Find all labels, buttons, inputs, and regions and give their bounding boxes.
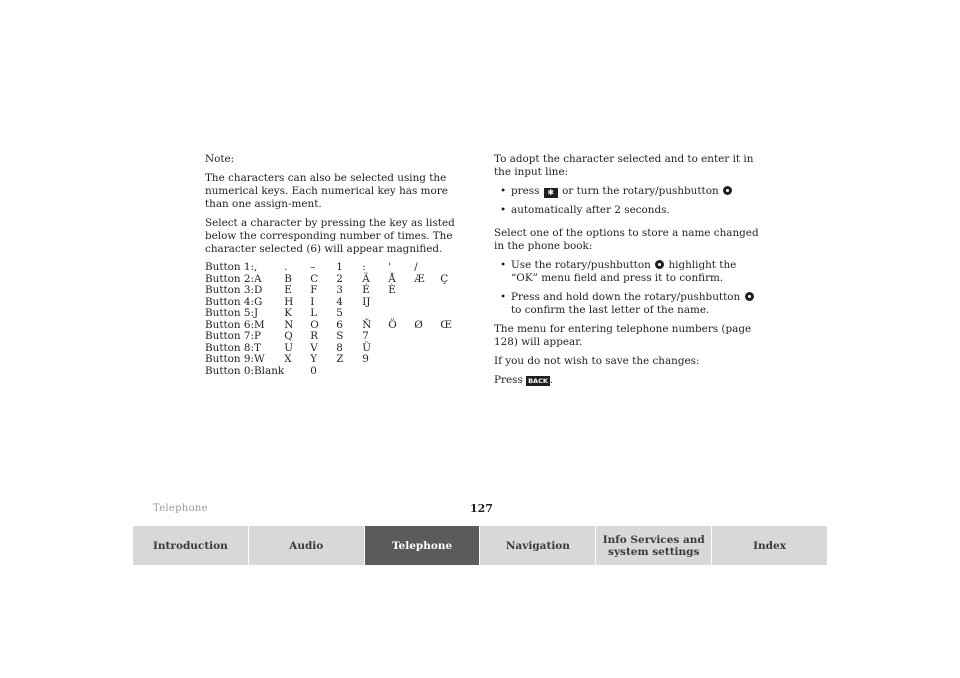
button-char: P (254, 330, 262, 342)
button-char: 2 (336, 272, 343, 285)
button-char: Ü (362, 341, 371, 354)
button-char: 8 (336, 341, 343, 354)
button-char: 3 (336, 284, 343, 296)
bullet-press-label: press (511, 185, 540, 197)
rotary-knob-icon (655, 260, 664, 269)
button-char: / (414, 261, 418, 273)
button-row (205, 262, 466, 274)
tab-index[interactable]: Index (712, 526, 827, 565)
button-row (205, 308, 466, 320)
tab-navigation[interactable]: Navigation (480, 526, 596, 565)
star-key-icon: ✱ (544, 188, 558, 198)
button-char: Q (284, 330, 293, 342)
no-save-paragraph: If you do not wish to save the changes: (494, 355, 700, 367)
tab-telephone[interactable]: Telephone (365, 526, 481, 565)
adopt-intro: To adopt the character selected and to enter it in the input line: (494, 153, 754, 178)
button-label: Button 8: (205, 341, 255, 354)
bullet-press-key (494, 185, 764, 198)
select-options-paragraph: Select one of the options to store a name changed in the phone book: (494, 227, 759, 252)
press-back-end: . (549, 374, 554, 386)
button-char: A (254, 272, 262, 285)
button-char: Ç (440, 272, 449, 285)
button-row (205, 285, 466, 297)
note-paragraph-1: The characters can also be selected using the numerical keys. Each numerical key has more than one assign-ment. (205, 172, 448, 210)
button-char: Z (336, 353, 344, 365)
button-char: , (254, 261, 258, 273)
bullet-press-hold-b: to confirm the last letter of the name. (511, 304, 710, 316)
button-char: Y (310, 353, 318, 365)
button-char: . (284, 261, 288, 273)
button-label: Button 5: (205, 307, 255, 319)
menu-paragraph: The menu for entering telephone numbers (page 128) will appear. (494, 323, 752, 348)
button-row (205, 354, 466, 366)
button-character-table (205, 262, 466, 377)
rotary-knob-icon (745, 292, 754, 301)
button-char: M (254, 318, 265, 331)
button-char: I (310, 295, 315, 308)
button-char: 7 (362, 330, 369, 342)
button-row (205, 366, 466, 378)
button-label: Button 9: (205, 353, 255, 365)
button-char: E (284, 284, 292, 296)
bullet-use-rotary (494, 259, 764, 285)
button-char: Œ (440, 318, 453, 331)
button-char: 4 (336, 295, 343, 308)
button-label: Button 6: (205, 318, 255, 331)
button-char: 0 (310, 364, 317, 377)
button-char: V (310, 341, 318, 354)
button-char: Ö (388, 318, 397, 331)
bullet-press-hold (494, 291, 764, 317)
button-char: G (254, 295, 263, 308)
press-back-line (494, 374, 764, 387)
button-char: T (254, 341, 261, 354)
button-char (284, 366, 310, 378)
bullet-press-hold-a: Press and hold down the rotary/pushbutton (511, 291, 741, 303)
button-char: Ñ (362, 318, 372, 331)
button-char: Blank (254, 364, 285, 377)
button-char: È (388, 284, 396, 296)
button-char: X (284, 353, 292, 365)
button-label: Button 4: (205, 295, 255, 308)
back-key-icon: BACK (528, 377, 548, 385)
button-row (205, 331, 466, 343)
section-label: Telephone (153, 503, 208, 514)
bullet-use-rotary-b: highlight the “OK” menu field and press it to confirm. (511, 259, 737, 284)
rotary-knob-icon (723, 186, 732, 195)
note-heading: Note: (205, 153, 235, 165)
button-char: U (284, 341, 293, 354)
bullet-use-rotary-a: Use the rotary/pushbutton (511, 259, 651, 271)
button-char: : (362, 261, 366, 273)
tab-introduction[interactable]: Introduction (133, 526, 249, 565)
button-char: W (254, 353, 265, 365)
button-label: Button 1: (205, 261, 255, 273)
button-char: L (310, 307, 318, 319)
button-label: Button 7: (205, 330, 255, 342)
button-char: Å (388, 272, 396, 285)
button-char: N (284, 318, 294, 331)
button-label: Button 3: (205, 284, 255, 296)
button-char: D (254, 284, 263, 296)
tab-info[interactable]: Info Services and system settings (596, 526, 712, 565)
note-paragraph-2: Select a character by pressing the key as listed below the corresponding number of times. The character selected (6) will appear magnified. (205, 217, 455, 255)
button-char: K (284, 307, 292, 319)
button-char: IJ (362, 295, 371, 308)
button-char: É (362, 284, 370, 296)
left-column (205, 153, 467, 377)
button-char: S (336, 330, 344, 342)
button-char: 6 (336, 318, 343, 331)
page-number: 127 (470, 502, 493, 515)
button-char: ' (388, 261, 392, 273)
button-label: Button 2: (205, 272, 255, 285)
right-column (494, 153, 764, 393)
button-char: B (284, 272, 292, 285)
bullet-rotary-text: or turn the rotary/pushbutton (562, 185, 719, 197)
tab-audio[interactable]: Audio (249, 526, 365, 565)
button-char: R (310, 330, 319, 342)
button-char: – (310, 261, 316, 273)
button-char: Ä (362, 272, 370, 285)
button-char: O (310, 318, 319, 331)
button-char: J (254, 307, 259, 319)
button-char: F (310, 284, 318, 296)
button-char: Ø (414, 318, 423, 331)
press-back-label: Press (494, 374, 523, 386)
button-char: C (310, 272, 319, 285)
button-char: 9 (362, 353, 369, 365)
button-label: Button 0: (205, 364, 255, 377)
button-char: H (284, 295, 294, 308)
button-char: Æ (414, 272, 425, 285)
button-char: 5 (336, 307, 343, 319)
button-char: 1 (336, 261, 343, 273)
bullet-auto: • automatically after 2 seconds. (494, 204, 764, 217)
chapter-nav-bar (133, 526, 827, 565)
